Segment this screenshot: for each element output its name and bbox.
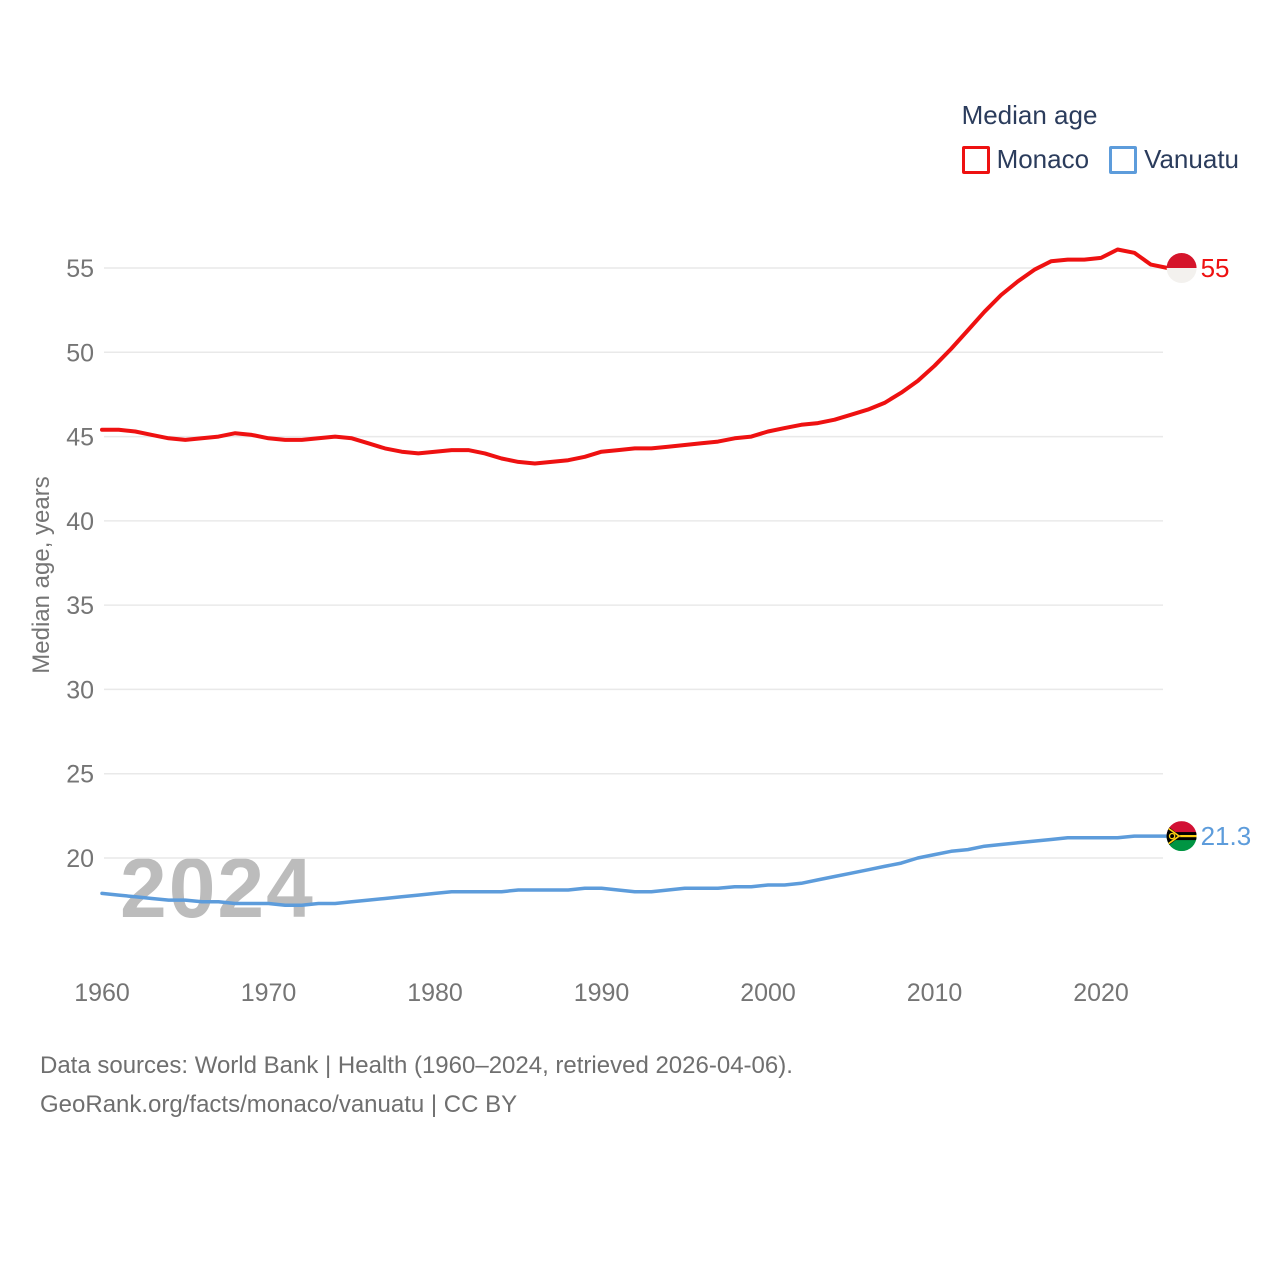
attribution-line: GeoRank.org/facts/monaco/vanuatu | CC BY (40, 1091, 518, 1118)
y-tick-label: 55 (66, 255, 94, 284)
y-tick-label: 25 (66, 760, 94, 789)
vanuatu-line[interactable] (102, 836, 1168, 905)
monaco-swatch-icon (962, 146, 990, 174)
x-tick-label: 1980 (407, 979, 463, 1007)
legend-item-vanuatu[interactable] (1109, 144, 1239, 175)
y-tick-label: 50 (66, 339, 94, 368)
legend-items (962, 144, 1239, 175)
x-tick-label: 2020 (1073, 979, 1129, 1007)
monaco-flag-marker-icon (1167, 253, 1197, 283)
x-tick-label: 2010 (906, 979, 963, 1007)
x-axis-tick-labels (74, 979, 1129, 1007)
x-tick-label: 1960 (74, 979, 130, 1007)
x-tick-label: 1990 (573, 979, 630, 1007)
monaco-line[interactable] (102, 250, 1168, 464)
vanuatu-swatch-icon (1109, 146, 1137, 174)
legend-label-vanuatu: Vanuatu (1144, 144, 1239, 174)
legend-item-monaco[interactable] (962, 144, 1090, 175)
y-tick-label: 35 (66, 592, 94, 621)
legend-title: Median age (961, 100, 1098, 130)
vanuatu-end-value-label: 21.3 (1200, 821, 1252, 852)
gridlines (104, 268, 1163, 858)
y-tick-label: 45 (66, 423, 94, 452)
legend-label-monaco: Monaco (996, 144, 1090, 174)
x-tick-label: 2000 (740, 979, 796, 1007)
y-tick-label: 20 (66, 845, 94, 873)
legend (962, 100, 1239, 175)
vanuatu-flag-marker-icon (1167, 821, 1197, 851)
y-tick-label: 40 (66, 507, 94, 536)
monaco-end-value-label: 55 (1200, 253, 1230, 283)
watermark-year: 2024 (120, 841, 315, 935)
x-tick-label: 1970 (240, 979, 297, 1007)
data-sources-line: Data sources: World Bank | Health (1960–2024, retrieved 2026-04-06). (40, 1052, 793, 1079)
series-lines (102, 250, 1168, 906)
y-tick-label: 30 (66, 676, 94, 705)
y-axis-tick-labels (66, 255, 94, 873)
footer (40, 1046, 793, 1124)
y-axis-title: Median age, years (28, 476, 55, 674)
